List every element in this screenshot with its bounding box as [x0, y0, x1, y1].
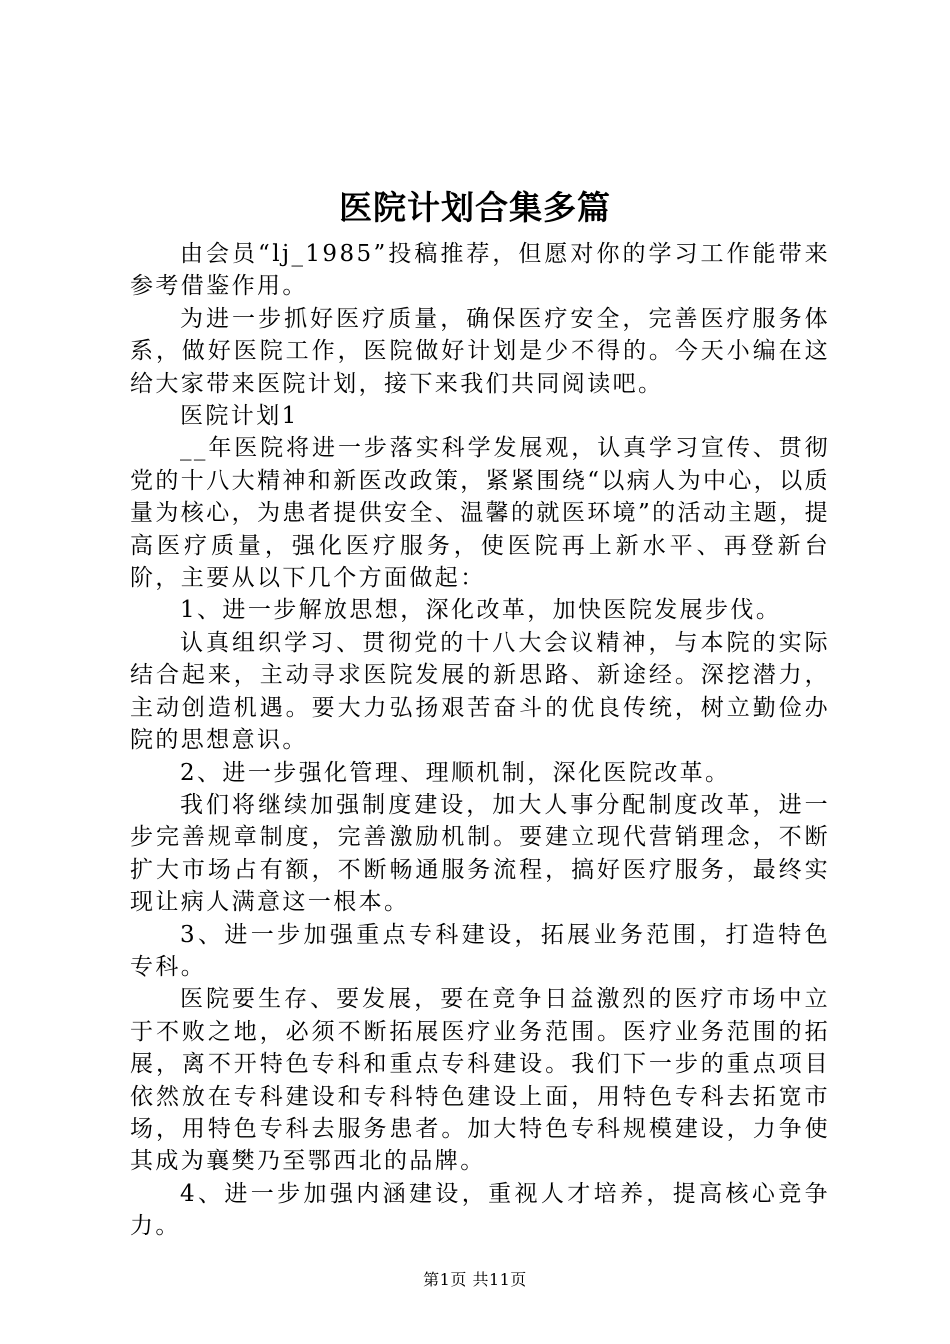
item-heading-2: 2、进一步强化管理、理顺机制，深化医院改革。 — [180, 759, 731, 786]
paragraph-item-3: 医院要生存、要发展，要在竞争日益激烈的医疗市场中立于不败之地，必须不断拓展医疗业务范围。医疗业务范围的拓展，离不开特色专科和重点专科建设。我们下一步的重点项目依然放在专科建设和专科特色建设上面，用特色专科去拓宽市场，用特色专科去服务患者。加大特色专科规模建设，力争使其成为襄樊乃至鄂西北的品牌。 — [130, 986, 830, 1175]
document-body — [130, 238, 830, 1243]
document-title: 医院计划合集多篇 — [339, 188, 611, 227]
paragraph-item-1: 认真组织学习、贯彻党的十八大会议精神，与本院的实际结合起来，主动寻求医院发展的新思路、新途经。深挖潜力，主动创造机遇。要大力弘扬艰苦奋斗的优良传统，树立勤俭办院的思想意识。 — [130, 629, 830, 754]
item-heading-1: 1、进一步解放思想，深化改革，加快医院发展步伐。 — [180, 597, 782, 624]
paragraph-intro: 由会员“lj_1985”投稿推荐，但愿对你的学习工作能带来参考借鉴作用。 — [130, 241, 830, 300]
paragraph-overview: __年医院将进一步落实科学发展观，认真学习宣传、贯彻党的十八大精神和新医改政策，紧紧围绕“以病人为中心，以质量为核心，为患者提供安全、温馨的就医环境”的活动主题，提高医疗质量，强化医疗服务，使医院再上新水平、再登新台阶，主要从以下几个方面做起： — [130, 435, 830, 592]
page-number-footer: 第1页 共11页 — [423, 1270, 527, 1289]
item-heading-4: 4、进一步加强内涵建设，重视人才培养，提高核心竞争力。 — [130, 1180, 830, 1240]
section-heading-plan-1: 医院计划1 — [180, 403, 299, 430]
item-heading-3: 3、进一步加强重点专科建设，拓展业务范围，打造特色专科。 — [130, 921, 830, 980]
paragraph-item-2: 我们将继续加强制度建设，加大人事分配制度改革，进一步完善规章制度，完善激励机制。要建立现代营销理念，不断扩大市场占有额，不断畅通服务流程，搞好医疗服务，最终实现让病人满意这一根本。 — [130, 791, 830, 916]
paragraph-preface: 为进一步抓好医疗质量，确保医疗安全，完善医疗服务体系，做好医院工作，医院做好计划是少不得的。今天小编在这给大家带来医院计划，接下来我们共同阅读吧。 — [130, 305, 830, 397]
